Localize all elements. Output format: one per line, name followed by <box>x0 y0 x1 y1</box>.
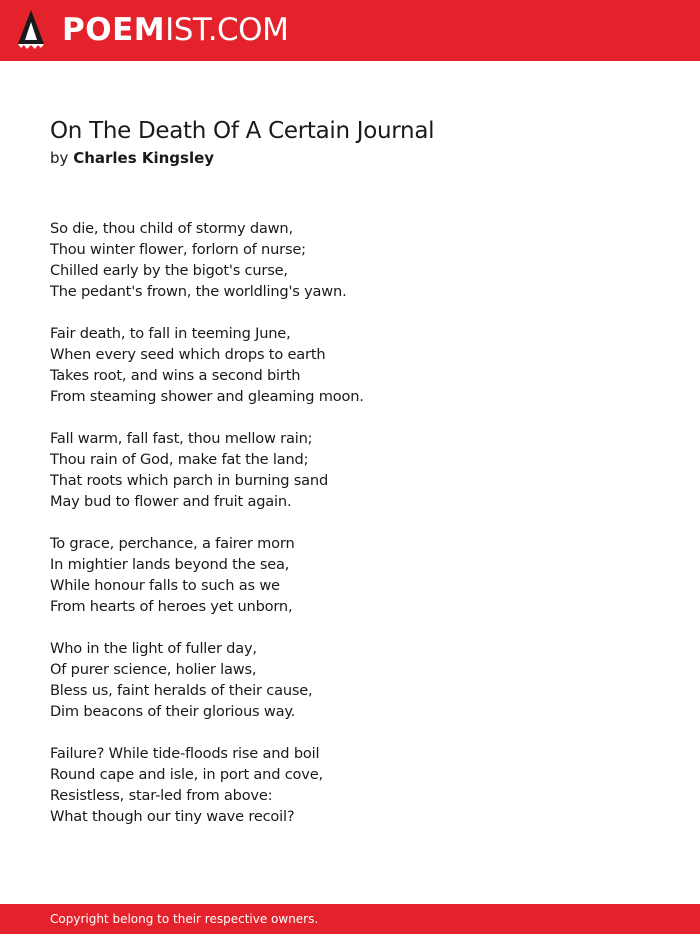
poem-line: Takes root, and wins a second birth <box>50 367 301 384</box>
poem-line: May bud to flower and fruit again. <box>50 493 292 510</box>
poem-line: Dim beacons of their glorious way. <box>50 703 296 720</box>
poem-line: From steaming shower and gleaming moon. <box>50 388 364 405</box>
logo-light-text: IST.COM <box>165 12 289 48</box>
poem-line: Of purer science, holier laws, <box>50 661 257 678</box>
poem-line: Resistless, star-led from above: <box>50 787 273 804</box>
poem-line: Fall warm, fall fast, thou mellow rain; <box>50 430 313 447</box>
poem-line: What though our tiny wave recoil? <box>50 808 295 825</box>
poem-line: Chilled early by the bigot's curse, <box>50 262 288 279</box>
poem-line: In mightier lands beyond the sea, <box>50 556 290 573</box>
poem-line: While honour falls to such as we <box>50 577 280 594</box>
pencil-tip-icon[interactable] <box>18 10 44 51</box>
poem-line: When every seed which drops to earth <box>50 346 326 363</box>
site-footer <box>0 904 700 934</box>
logo-bold-text: POEM <box>62 12 166 48</box>
poem-line: So die, thou child of stormy dawn, <box>50 220 293 237</box>
byline <box>50 147 650 169</box>
author-name: Charles Kingsley <box>73 149 215 167</box>
poem-body <box>50 218 650 848</box>
site-logo[interactable] <box>62 12 288 48</box>
poem-line: Thou winter flower, forlorn of nurse; <box>50 241 306 258</box>
poem-line: Thou rain of God, make fat the land; <box>50 451 309 468</box>
poem-title: On The Death Of A Certain Journal <box>50 118 435 144</box>
stanza <box>50 428 650 512</box>
stanza <box>50 533 650 617</box>
stanza <box>50 743 650 827</box>
poem-heading <box>50 116 650 169</box>
poem-line: From hearts of heroes yet unborn, <box>50 598 293 615</box>
poem-line: Failure? While tide-floods rise and boil <box>50 745 320 762</box>
poem-line: Bless us, faint heralds of their cause, <box>50 682 313 699</box>
stanza <box>50 638 650 722</box>
site-header <box>0 0 700 61</box>
by-label: by <box>50 149 69 167</box>
poem-line: The pedant's frown, the worldling's yawn. <box>50 283 347 300</box>
poem-line: Who in the light of fuller day, <box>50 640 257 657</box>
poem-line: Round cape and isle, in port and cove, <box>50 766 323 783</box>
stanza <box>50 323 650 407</box>
poem-line: Fair death, to fall in teeming June, <box>50 325 291 342</box>
poem-line: To grace, perchance, a fairer morn <box>50 535 295 552</box>
copyright-text: Copyright belong to their respective owners. <box>50 912 319 926</box>
stanza <box>50 218 650 302</box>
poem-line: That roots which parch in burning sand <box>50 472 329 489</box>
